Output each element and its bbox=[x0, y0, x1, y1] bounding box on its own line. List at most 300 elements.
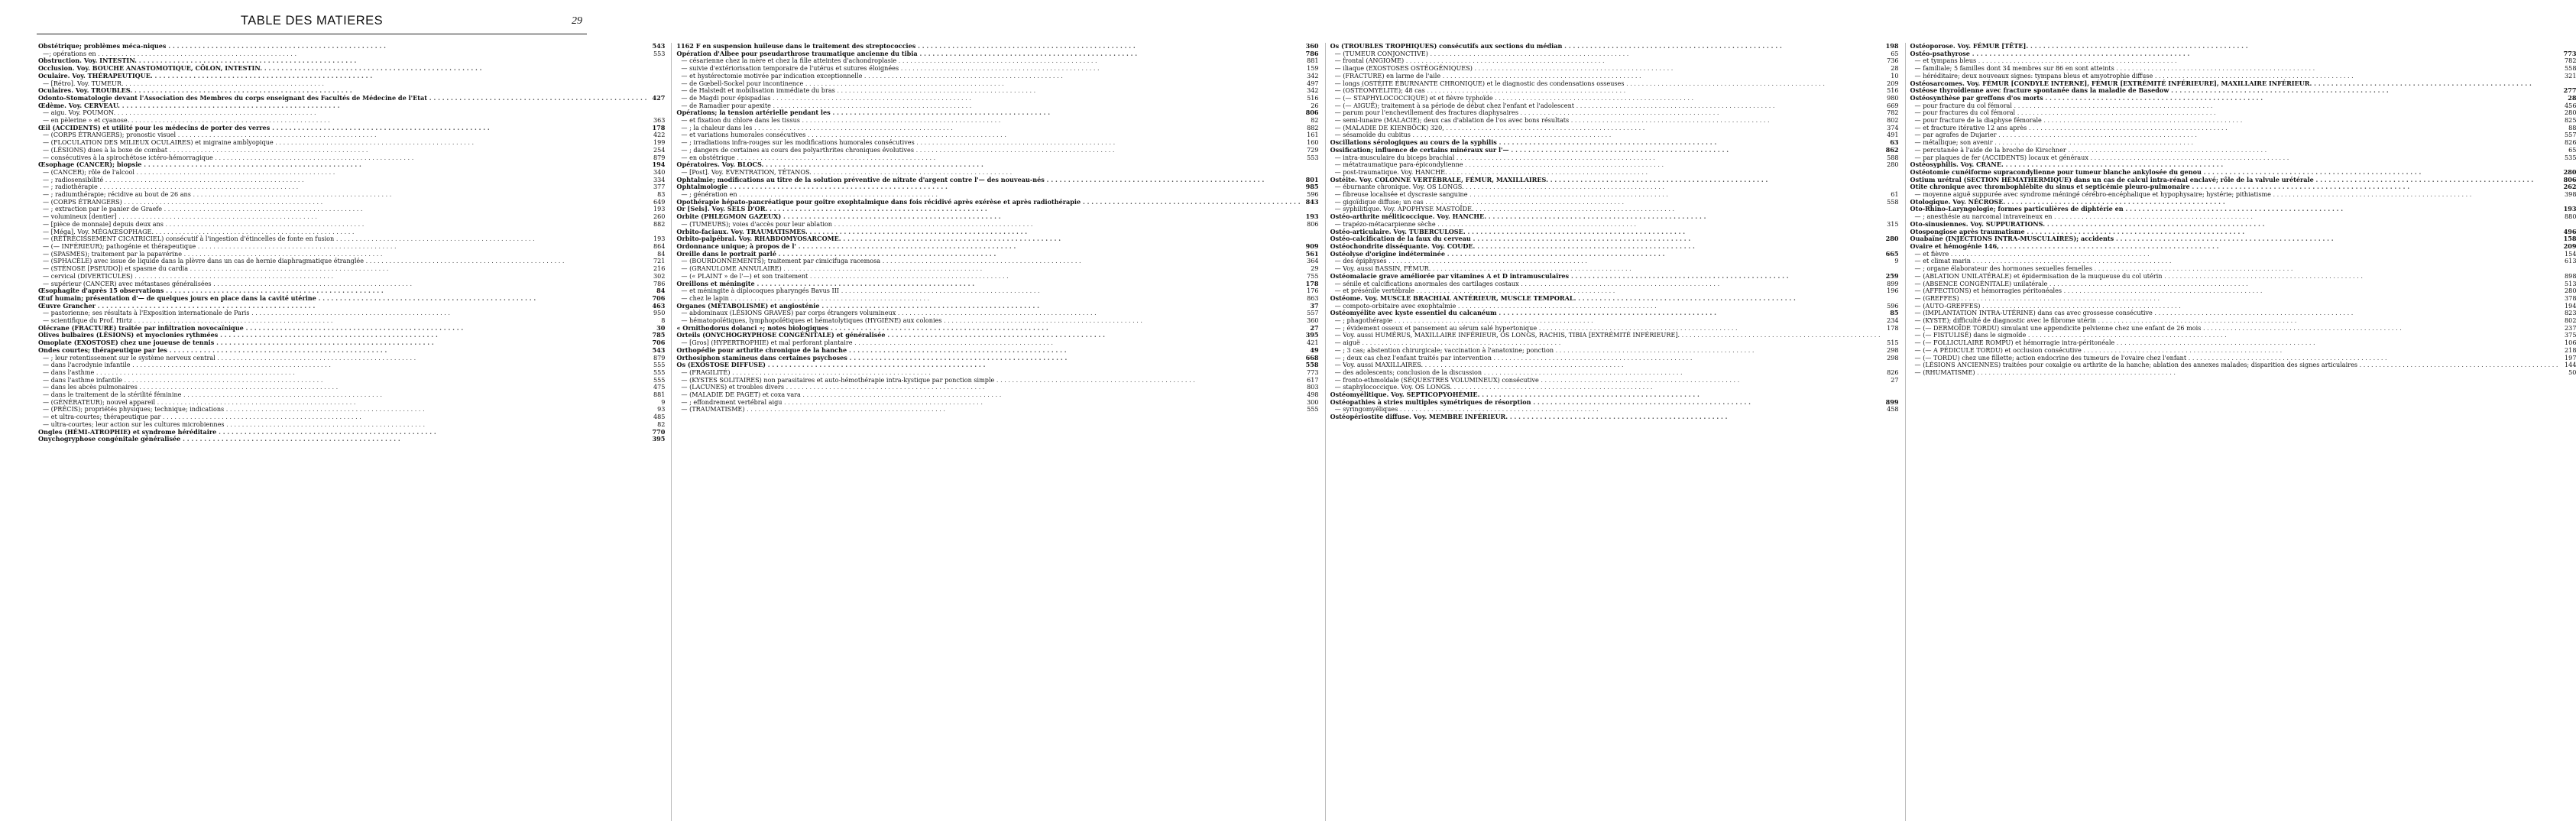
entry-text: Ostéoporose. Voy. FÉMUR [TÊTE]. . . . bbox=[1910, 43, 2558, 50]
entry-text: Occlusion. Voy. BOUCHE ANASTOMOTIQUE, CÔLON, INTESTIN. . . . bbox=[38, 65, 646, 73]
entry-text: — chez le lapin . . . bbox=[676, 295, 1300, 303]
entry-text: — (GREFFES) . . . bbox=[1910, 295, 2558, 303]
entry-page-number: 178 bbox=[652, 123, 666, 131]
entry-page-number: 160 bbox=[1307, 138, 1319, 147]
entry-text: — (ABSENCE CONGÉNITALE) unilatérale . . . bbox=[1910, 281, 2558, 288]
entry-text: — intra-musculaire du biceps brachial . . . bbox=[1330, 154, 1881, 162]
index-column-1 bbox=[38, 43, 665, 821]
entry-page-number: 178 bbox=[1887, 323, 1899, 332]
entry-page-number: 209 bbox=[1887, 79, 1899, 87]
entry-page-number: 83 bbox=[657, 190, 666, 199]
entry-text: — Voy. aussi BASSIN, FÉMUR. . . . bbox=[1330, 265, 1881, 273]
entry-text: Or [Sels]. Voy. SELS D'OR. . . . bbox=[676, 206, 1300, 213]
entry-text: Ossification; influence de certains minéraux sur l'— . . . bbox=[1330, 147, 1881, 154]
entry-text: — (PRÉCIS); propriétés physiques; technique; indications . . . bbox=[38, 406, 646, 414]
entry-page-number: 786 bbox=[653, 279, 666, 287]
entry-page-number: 617 bbox=[1307, 375, 1319, 384]
entry-page-number: 553 bbox=[653, 49, 666, 57]
entry-text: — ; radiumthérapie; récidive au bout de 26 ans . . . bbox=[38, 191, 646, 199]
entry-text: — et variations humorales consécutives . . . bbox=[676, 131, 1300, 139]
entry-page-number: 37 bbox=[1310, 301, 1319, 310]
entry-text: Opothérapie hépato-pancréatique pour goitre exophtalmique dans fois récidivé après exérèse et après radiothérapie . . . bbox=[676, 199, 1300, 206]
entry-page-number: 843 bbox=[1305, 197, 1319, 206]
entry-text: — métatraumatique para-épicondylienne . . . bbox=[1330, 161, 1881, 169]
entry-text: — métallique; son avenir . . . bbox=[1910, 139, 2558, 147]
entry-page-number: 63 bbox=[1890, 138, 1899, 147]
entry-text: — pour fracture de la diaphyse fémorale . . . bbox=[1910, 117, 2558, 125]
entry-text: — pastorienne; ses résultats à l'Exposition internationale de Paris . . . bbox=[38, 310, 646, 317]
entry-page-number: 555 bbox=[653, 368, 666, 376]
entry-text: Ostium urétral (SECTION HÉMATHERMIQUE) dans un cas de calcul intra-rénal enclavé; rôle de la valvule urétérale . . . bbox=[1910, 177, 2558, 184]
entry-page-number: 773 bbox=[1307, 368, 1319, 376]
entry-page-number: 277 bbox=[2563, 86, 2576, 95]
entry-text: — (STÉNOSE [PSEUDO]) et spasme du cardia . . . bbox=[38, 265, 646, 273]
entry-text: — dans l'asthme . . . bbox=[38, 369, 646, 377]
entry-page-number: 178 bbox=[1305, 279, 1319, 287]
entry-text: — dans l'acrodynie infantile . . . bbox=[38, 362, 646, 369]
entry-text: — (FRACTURE) en larme de l'aile . . . bbox=[1330, 73, 1881, 80]
entry-page-number: 321 bbox=[2565, 71, 2576, 79]
entry-page-number: 27 bbox=[1891, 375, 1899, 384]
entry-text: — des adolescents; conclusion de la discussion . . . bbox=[1330, 369, 1881, 377]
entry-text: — Voy. aussi MAXILLAIRES. . . . bbox=[1330, 362, 1881, 369]
entry-text: — (KYSTE); difficulté de diagnostic avec le fibrome utérin . . . bbox=[1910, 317, 2558, 325]
entry-page-number: 194 bbox=[2565, 301, 2576, 310]
entry-text: — ultra-courtes; leur action sur les cultures microbiennes . . . bbox=[38, 421, 646, 429]
entry-text: Œuf humain; présentation d'— de quelques jours en place dans la cavité utérine . . . bbox=[38, 295, 646, 303]
entry-page-number: 706 bbox=[652, 294, 666, 302]
entry-text: — volumineux [dentier] . . . bbox=[38, 213, 646, 221]
entry-text: Odonto-Stomatologie devant l'Association des Membres du corps enseignant des Facultés de Médecine de l'Etat . . . bbox=[38, 95, 646, 102]
entry-text: — de Magdi pour épispadias . . . bbox=[676, 95, 1300, 102]
entry-text: Omoplate (EXOSTOSE) chez une joueuse de tennis . . . bbox=[38, 339, 646, 347]
entry-text: Otite chronique avec thrombophlébite du sinus et septicémie pleuro-pulmonaire . . . bbox=[1910, 183, 2558, 191]
entry-text: — par agrafes de Dujarier . . . bbox=[1910, 131, 2558, 139]
entry-text: — consécutives à la spirochétose ictéro-hémorragique . . . bbox=[38, 154, 646, 162]
entry-page-number: 588 bbox=[1887, 153, 1899, 161]
entry-page-number: 9 bbox=[1894, 257, 1899, 265]
entry-page-number: 193 bbox=[1305, 212, 1319, 221]
entry-page-number: 825 bbox=[2565, 116, 2576, 125]
entry-text: Ordonnance unique; à propos de l' . . . bbox=[676, 243, 1300, 251]
entry-text: — ; évidement osseux et pansement au sérum salé hypertonique . . . bbox=[1330, 325, 1881, 332]
entry-text: — (TUMEURS); voies d'accès pour leur ablation . . . bbox=[676, 221, 1300, 229]
entry-page-number: 561 bbox=[1305, 249, 1319, 258]
entry-text: Opération d'Albee pour pseudarthrose traumatique ancienne du tibia . . . bbox=[676, 50, 1300, 58]
entry-text: — (OSTÉOMYÉLITE); 48 cas . . . bbox=[1330, 87, 1881, 95]
entry-text: Olives bulbaires (LÉSIONS) et myoclonies rythmées . . . bbox=[38, 332, 646, 339]
entry-text: — dans l'asthme infantile . . . bbox=[38, 377, 646, 384]
entry-text: Ostéopériostite diffuse. Voy. MEMBRE INFÉRIEUR. . . . bbox=[1330, 414, 1881, 421]
entry-page-number: 82 bbox=[1311, 116, 1319, 125]
entry-text: — et ultra-courtes; thérapeutique par . . . bbox=[38, 414, 646, 421]
entry-text: — (LÉSIONS ANCIENNES) traitées pour coxalgie ou arthrite de la hanche; ablation des annexes malades; disparition des signes articulaires . . . bbox=[1910, 362, 2558, 369]
entry-page-number: 782 bbox=[2565, 57, 2576, 65]
entry-text: — (RÉTRÉCISSEMENT CICATRICIEL) consécutif à l'ingestion d'étincelles de fonte en fusion . . . bbox=[38, 235, 646, 243]
entry-page-number: 61 bbox=[1891, 190, 1899, 199]
entry-page-number: 806 bbox=[2563, 175, 2576, 183]
entry-page-number: 262 bbox=[2563, 183, 2576, 191]
entry-page-number: 374 bbox=[1887, 123, 1899, 131]
entry-text: Ophtalmie; modifications au titre de la solution préventive de nitrate d'argent contre l'— des nouveau-nés . . . bbox=[676, 177, 1300, 184]
entry-page-number: 84 bbox=[657, 249, 666, 258]
entry-text: — et climat marin . . . bbox=[1910, 258, 2558, 265]
entry-page-number: 802 bbox=[1887, 116, 1899, 125]
entry-text: — sénile et calcifications anormales des cartilages costaux . . . bbox=[1330, 281, 1881, 288]
entry-text: — éburnante chronique. Voy. OS LONGS. . . . bbox=[1330, 183, 1881, 191]
entry-page-number: 65 bbox=[2568, 145, 2576, 154]
entry-text: — Voy. aussi HUMÉRUS, MAXILLAIRE INFÉRIEUR, OS LONGS, RACHIS, TIBIA [EXTRÉMITÉ INFÉRIEURE]. . . . bbox=[1330, 332, 1881, 339]
entry-page-number: 65 bbox=[1891, 49, 1899, 57]
entry-text: — (CORPS ÉTRANGERS); pronostic visuel . . . bbox=[38, 131, 646, 139]
entry-page-number: 342 bbox=[1307, 71, 1319, 79]
entry-text: Œil (ACCIDENTS) et utilité pour les médecins de porter des verres . . . bbox=[38, 125, 646, 132]
entry-page-number: 26 bbox=[1311, 101, 1319, 109]
entry-page-number: 773 bbox=[2563, 49, 2576, 57]
entry-page-number: 298 bbox=[1887, 353, 1899, 362]
entry-text: — (RHUMATISME) . . . bbox=[1910, 369, 2558, 377]
entry-page-number: 216 bbox=[653, 264, 666, 273]
entry-page-number: 280 bbox=[1887, 161, 1899, 169]
entry-text: — aiguë . . . bbox=[1330, 339, 1881, 347]
entry-text: — pour fractures du col fémoral . . . bbox=[1910, 109, 2558, 117]
entry-page-number: 555 bbox=[1307, 405, 1319, 414]
entry-text: — (GRANULOME ANNULAIRE) . . . bbox=[676, 265, 1300, 273]
entry-text: Otospongiose après traumatisme . . . bbox=[1910, 229, 2558, 236]
entry-text: Oto-sinusiennes. Voy. SUPPURATIONS. . . . bbox=[1910, 221, 2558, 229]
entry-page-number: 340 bbox=[653, 167, 666, 176]
entry-page-number: 342 bbox=[1307, 86, 1319, 95]
entry-page-number: 194 bbox=[652, 161, 666, 169]
entry-text: — cervical (DIVERTICULES) . . . bbox=[38, 273, 646, 281]
entry-page-number: 649 bbox=[653, 197, 666, 206]
entry-text: — hématopoïétiques, lymphopoïétiques et hématolytiques (HYGIÈNE) aux colonies . . . bbox=[676, 317, 1300, 325]
entry-text: — [Rétro]. Voy. TUMEUR. . . . bbox=[38, 80, 646, 88]
entry-page-number: 9 bbox=[661, 397, 666, 406]
entry-text: — ; deux cas chez l'enfant traités par intervention . . . bbox=[1330, 355, 1881, 362]
entry-page-number: 736 bbox=[1887, 57, 1899, 65]
entry-page-number: 176 bbox=[1307, 287, 1319, 295]
entry-text: — des épiphyses . . . bbox=[1330, 258, 1881, 265]
entry-page-number: 755 bbox=[1307, 271, 1319, 280]
entry-text: Œsophagite d'après 15 observations . . . bbox=[38, 287, 646, 295]
entry-page-number: 899 bbox=[1885, 397, 1899, 406]
entry-page-number: 280 bbox=[1885, 235, 1899, 243]
entry-page-number: 881 bbox=[653, 391, 666, 399]
entry-page-number: 497 bbox=[1307, 79, 1319, 87]
entry-text: Orbite (PHLEGMON GAZEUX) . . . bbox=[676, 213, 1300, 221]
entry-text: Oreillons et méningite . . . bbox=[676, 281, 1300, 288]
entry-text: — fronto-ethmoïdale (SÉQUESTRES VOLUMINEUX) consécutive . . . bbox=[1330, 377, 1881, 384]
entry-text: — ; irradiations infra-rouges sur les modifications humorales consécutives . . . bbox=[676, 139, 1300, 147]
entry-page-number: 209 bbox=[2563, 242, 2576, 250]
entry-text: Opératoires. Voy. BLOCS. . . . bbox=[676, 161, 1300, 169]
entry-text: — (AFFECTIONS) et hémorragies péritonéales . . . bbox=[1910, 287, 2558, 295]
entry-page-number: 300 bbox=[1307, 397, 1319, 406]
entry-text: Orteils (ONYCHOGRYPHOSE CONGÉNITALE) et généralisée . . . bbox=[676, 332, 1300, 339]
entry-page-number: 88 bbox=[2568, 123, 2576, 131]
entry-text: Ostéo-calcification de la faux du cerveau . . . bbox=[1330, 235, 1881, 243]
entry-text: Œuvre Grancher . . . bbox=[38, 303, 646, 310]
entry-text: — (— AIGUË); traitement à sa période de début chez l'enfant et l'adolescent . . . bbox=[1330, 102, 1881, 110]
entry-text: — (KYSTES SOLITAIRES) non parasitaires et auto-hémothérapie intra-kystique par ponction simple . . . bbox=[676, 377, 1300, 384]
entry-text: Otologique. Voy. NÉCROSE. . . . bbox=[1910, 199, 2558, 206]
entry-page-number: 543 bbox=[652, 42, 666, 50]
entry-page-number: 558 bbox=[1887, 197, 1899, 206]
entry-text: Ostéite. Voy. COLONNE VERTÉBRALE, FÉMUR, MAXILLAIRES. . . . bbox=[1330, 177, 1881, 184]
entry-page-number: 360 bbox=[1307, 316, 1319, 325]
entry-page-number: 30 bbox=[656, 323, 666, 332]
entry-text: Opérations; la tension artérielle pendant les . . . bbox=[676, 109, 1300, 117]
entry-text: — de Ramadier pour apexite . . . bbox=[676, 102, 1300, 110]
entry-page-number: 395 bbox=[1305, 331, 1319, 339]
entry-text: — en pèlerine » et cyanose. . . . bbox=[38, 117, 646, 125]
entry-text: — en obstétrique . . . bbox=[676, 154, 1300, 162]
entry-text: — suivie d'extériorisation temporaire de l'utérus et sutures éloignées . . . bbox=[676, 65, 1300, 73]
entry-text: — et fracture itérative 12 ans après . . . bbox=[1910, 125, 2558, 132]
entry-page-number: 555 bbox=[653, 375, 666, 384]
entry-text: Orthosiphon stamineus dans certaines psychoses . . . bbox=[676, 355, 1300, 362]
entry-page-number: 864 bbox=[653, 242, 666, 250]
page-title: TABLE DES MATIERES bbox=[240, 14, 384, 28]
entry-text: — semi-lunaire (MALACIE); deux cas d'ablation de l'os avec bons résultats . . . bbox=[1330, 117, 1881, 125]
entry-text: Oculaire. Voy. THÉRAPEUTIQUE. . . . bbox=[38, 73, 646, 80]
entry-text: — [pièce de monnaie] depuis deux ans . . . bbox=[38, 221, 646, 229]
entry-page-number: 782 bbox=[1887, 109, 1899, 117]
entry-text: Ouabaïne (INJECTIONS INTRA-MUSCULAIRES); accidents . . . bbox=[1910, 235, 2558, 243]
entry-page-number: 669 bbox=[1887, 101, 1899, 109]
entry-page-number: 280 bbox=[2565, 287, 2576, 295]
entry-page-number: 49 bbox=[1310, 345, 1319, 354]
entry-text: — (ABLATION UNILATÉRALE) et épidermisation de la muqueuse du col utérin . . . bbox=[1910, 273, 2558, 281]
entry-text: — (TUMEUR CONJONCTIVE) . . . bbox=[1330, 50, 1881, 58]
entry-page-number: 557 bbox=[1307, 309, 1319, 317]
entry-text: — post-traumatique. Voy. HANCHE. . . . bbox=[1330, 169, 1881, 177]
entry-page-number: 706 bbox=[652, 339, 666, 347]
entry-page-number: 557 bbox=[2565, 131, 2576, 139]
entry-page-number: 198 bbox=[1885, 42, 1899, 50]
entry-page-number: 950 bbox=[653, 309, 666, 317]
entry-page-number: 909 bbox=[1305, 242, 1319, 250]
entry-page-number: 613 bbox=[2565, 257, 2576, 265]
entry-text: Oto-Rhino-Laryngologie; formes particulières de diphtérie en . . . bbox=[1910, 206, 2558, 213]
entry-text: — et présénile vertébrale . . . bbox=[1330, 287, 1881, 295]
entry-text: — et fièvre . . . bbox=[1910, 251, 2558, 258]
entry-page-number: 10 bbox=[1891, 71, 1899, 79]
entry-page-number: 879 bbox=[653, 153, 666, 161]
entry-text: — ; la chaleur dans les . . . bbox=[676, 125, 1300, 132]
entry-page-number: 315 bbox=[1887, 219, 1899, 228]
entry-text: — ; radiothérapie . . . bbox=[38, 183, 646, 191]
entry-page-number: 84 bbox=[656, 287, 666, 295]
entry-text: — trapézo-métacarpienne sèche . . . bbox=[1330, 221, 1881, 229]
entry-page-number: 28 bbox=[2568, 93, 2576, 102]
entry-text: Os (EXOSTOSE DIFFUSE) . . . bbox=[676, 362, 1300, 369]
entry-text: Oscillations sérologiques au cours de la syphilis . . . bbox=[1330, 139, 1881, 147]
entry-page-number: 826 bbox=[1887, 368, 1899, 376]
entry-text: — césarienne chez la mère et chez la fille atteintes d'achondroplasie . . . bbox=[676, 57, 1300, 65]
entry-text: — (SPASMES); traitement par la papavérine . . . bbox=[38, 251, 646, 258]
entry-page-number: 29 bbox=[1311, 264, 1319, 273]
entry-page-number: 158 bbox=[2563, 235, 2576, 243]
entry-page-number: 543 bbox=[652, 345, 666, 354]
entry-page-number: 85 bbox=[1890, 309, 1899, 317]
entry-text: — ; phagothérapie . . . bbox=[1330, 317, 1881, 325]
entry-text: — (— FOLLICULAIRE ROMPU) et hémorragie intra-péritonéale . . . bbox=[1910, 339, 2558, 347]
entry-text: — (IMPLANTATION INTRA-UTÉRINE) dans cas avec grossesse consécutive . . . bbox=[1910, 310, 2558, 317]
entry-text: — (TRAUMATISME) . . . bbox=[676, 406, 1300, 414]
entry-page-number: 82 bbox=[657, 420, 666, 428]
entry-text: — percutanée à l'aide de la broche de Kirschner . . . bbox=[1910, 147, 2558, 154]
entry-text: Ostéolyse d'origine indéterminée . . . bbox=[1330, 251, 1881, 258]
entry-page-number: 234 bbox=[1887, 316, 1899, 325]
entry-page-number: 555 bbox=[653, 361, 666, 369]
index-entry bbox=[1910, 369, 2576, 377]
entry-text: Os (TROUBLES TROPHIQUES) consécutifs aux sections du médian . . . bbox=[1330, 43, 1881, 50]
entry-text: Onychogryphose congénitale généralisée . . . bbox=[38, 436, 646, 443]
entry-page-number: 280 bbox=[2563, 167, 2576, 176]
entry-text: Oculaires. Voy. TROUBLES. . . . bbox=[38, 87, 646, 95]
entry-page-number: 28 bbox=[1891, 64, 1899, 73]
entry-text: Ostéotomie cunéiforme supracondylienne pour tumeur blanche ankylosée du genou . . . bbox=[1910, 169, 2558, 177]
index-column-3 bbox=[1325, 43, 1899, 821]
entry-text: Obstétrique; problèmes méca-niques . . . bbox=[38, 43, 646, 50]
entry-text: — de Halstedt et mobilisation immédiate du bras . . . bbox=[676, 87, 1300, 95]
entry-page-number: 456 bbox=[2565, 101, 2576, 109]
index-entry bbox=[676, 406, 1318, 414]
entry-page-number: 879 bbox=[653, 353, 666, 362]
entry-text: — (« PLAINT » de l'—) et son traitement . . . bbox=[676, 273, 1300, 281]
entry-page-number: 218 bbox=[2565, 345, 2576, 354]
entry-text: Obstruction. Voy. INTESTIN. . . . bbox=[38, 57, 646, 65]
entry-page-number: 421 bbox=[1307, 339, 1319, 347]
entry-text: — ; génération en . . . bbox=[676, 191, 1300, 199]
entry-text: — ; radiosensibilité . . . bbox=[38, 177, 646, 184]
entry-page-number: 729 bbox=[1307, 145, 1319, 154]
entry-text: — ; 3 cas; abstention chirurgicale; vaccination à l'anatoxine; ponction . . . bbox=[1330, 347, 1881, 355]
entry-page-number: 375 bbox=[2565, 331, 2576, 339]
entry-page-number: 280 bbox=[2565, 109, 2576, 117]
entry-text: — et tympans bleus . . . bbox=[1910, 57, 2558, 65]
entry-page-number: 596 bbox=[1307, 190, 1319, 199]
entry-text: — dans le traitement de la stérilité féminine . . . bbox=[38, 391, 646, 399]
entry-text: Ostéosarcomes. Voy. FÉMUR [CONDYLE INTERNE], FÉMUR [EXTRÉMITÉ INFÉRIEURE], MAXILLAIRE INFÉRIEUR. . . . bbox=[1910, 80, 2558, 88]
page-header bbox=[37, 6, 587, 34]
entry-text: Ongles (HÉMI-ATROPHIE) et syndrome héréditaire . . . bbox=[38, 429, 646, 436]
entry-text: — dans les abcès pulmonaires . . . bbox=[38, 384, 646, 391]
entry-page-number: 422 bbox=[653, 131, 666, 139]
entry-text: — syringomyéliques . . . bbox=[1330, 406, 1881, 414]
entry-text: — parum pour l'enchevillement des fractures diaphysaires . . . bbox=[1330, 109, 1881, 117]
entry-page-number: 193 bbox=[653, 205, 666, 213]
entry-page-number: 298 bbox=[1887, 345, 1899, 354]
entry-text: — sésamoïde du cubitus . . . bbox=[1330, 131, 1881, 139]
index-columns bbox=[38, 42, 2576, 821]
entry-text: — (MALADIE DE PAGET) et coxa vara . . . bbox=[676, 391, 1300, 399]
entry-text: Ostéose thyroïdienne avec fracture spontanée dans la maladie de Basedow . . . bbox=[1910, 87, 2558, 95]
entry-text: Œdème. Voy. CERVEAU. . . . bbox=[38, 102, 646, 110]
index-column-4 bbox=[1905, 43, 2576, 821]
entry-text: — et méningite à diplocoques pharyngés Bavus III . . . bbox=[676, 287, 1300, 295]
entry-page-number: 334 bbox=[653, 175, 666, 183]
entry-text: — gigoïdique diffuse; un cas . . . bbox=[1330, 199, 1881, 206]
entry-text: — supérieur (CANCER) avec métastases généralisées . . . bbox=[38, 281, 646, 288]
entry-text: —; opérations en . . . bbox=[38, 50, 646, 58]
entry-page-number: 27 bbox=[1310, 323, 1319, 332]
entry-page-number: 882 bbox=[1307, 123, 1319, 131]
entry-text: Orbito-palpébral. Voy. RHABDOMYOSARCOME. . . . bbox=[676, 235, 1300, 243]
entry-text: Ondes courtes; thérapeutique par les . . . bbox=[38, 347, 646, 355]
entry-page-number: 515 bbox=[1887, 339, 1899, 347]
entry-text: Ophtalmologie . . . bbox=[676, 183, 1300, 191]
entry-text: — [Méga]. Voy. MÉGAŒSOPHAGE. . . . bbox=[38, 229, 646, 236]
entry-text: Organes (MÉTABOLISME) et angiosténie . . . bbox=[676, 303, 1300, 310]
entry-text: — (— FISTULISÉ) dans le sigmoïde . . . bbox=[1910, 332, 2558, 339]
entry-page-number: 496 bbox=[2563, 227, 2576, 235]
entry-text: — (BOURDONNEMENTS); traitement par cimicifuga racemosa . . . bbox=[676, 258, 1300, 265]
entry-text: — (LÉSIONS) dues à la boxe de combat . . . bbox=[38, 147, 646, 154]
entry-page-number: 154 bbox=[2565, 249, 2576, 258]
entry-text: — ; extraction par le panier de Graefe . . . bbox=[38, 206, 646, 213]
entry-page-number: 427 bbox=[652, 93, 666, 102]
entry-text: — pour fracture du col fémoral . . . bbox=[1910, 102, 2558, 110]
entry-page-number: 899 bbox=[1887, 279, 1899, 287]
index-entry bbox=[1330, 414, 1899, 421]
entry-text: — compoto-orbitaire avec exophtalmie . . . bbox=[1330, 303, 1881, 310]
entry-page-number: 880 bbox=[2565, 212, 2576, 221]
entry-text: — iliaque (EXOSTOSES OSTÉOGÉNIQUES) . . . bbox=[1330, 65, 1881, 73]
page-number: 29 bbox=[572, 15, 582, 27]
entry-page-number: 161 bbox=[1307, 131, 1319, 139]
entry-page-number: 516 bbox=[1307, 93, 1319, 102]
entry-text: — frontal (ANGIOME) . . . bbox=[1330, 57, 1881, 65]
entry-page-number: 862 bbox=[1885, 145, 1899, 154]
entry-page-number: 985 bbox=[1305, 183, 1319, 191]
entry-page-number: 806 bbox=[1307, 219, 1319, 228]
entry-page-number: 360 bbox=[1305, 42, 1319, 50]
entry-page-number: 144 bbox=[2565, 361, 2576, 369]
entry-page-number: 668 bbox=[1305, 353, 1319, 362]
entry-text: Ostéo-articulaire. Voy. TUBERCULOSE. . . . bbox=[1330, 229, 1881, 236]
entry-page-number: 398 bbox=[2565, 190, 2576, 199]
entry-text: Ovaire et hémogénie 146, . . . bbox=[1910, 243, 2558, 251]
entry-text: — ; anesthésie au narcomal intraveineux en . . . bbox=[1910, 213, 2558, 221]
entry-page-number: 785 bbox=[652, 331, 666, 339]
entry-page-number: 259 bbox=[1885, 271, 1899, 280]
entry-text: Ostéosynthèse par greffons d'os morts . . . bbox=[1910, 95, 2558, 102]
entry-page-number: 823 bbox=[2565, 309, 2576, 317]
entry-text: — familiale; 5 familles dont 34 membres sur 86 en sont atteints . . . bbox=[1910, 65, 2558, 73]
entry-text: — (— STAPHYLOCOCCIQUE) et et fièvre typhoïde . . . bbox=[1330, 95, 1881, 102]
entry-page-number: 106 bbox=[2565, 339, 2576, 347]
entry-text: — (— TORDU) chez une fillette; action endocrine des tumeurs de l'ovaire chez l'enfant . . . bbox=[1910, 355, 2558, 362]
entry-page-number: 463 bbox=[652, 301, 666, 310]
entry-text: — par plaques de fer (ACCIDENTS) locaux et généraux . . . bbox=[1910, 154, 2558, 162]
entry-text: Ostéopathies à stries multiples symétriques de résorption . . . bbox=[1330, 399, 1881, 407]
entry-text: — ; leur retentissement sur le système nerveux central . . . bbox=[38, 355, 646, 362]
entry-page-number: 491 bbox=[1887, 131, 1899, 139]
entry-page-number: 596 bbox=[1887, 301, 1899, 310]
entry-text: Ostéomyélite avec kyste essentiel du calcanéum . . . bbox=[1330, 310, 1881, 317]
entry-page-number: 485 bbox=[653, 413, 666, 421]
entry-page-number: 498 bbox=[1307, 391, 1319, 399]
entry-page-number: 302 bbox=[653, 271, 666, 280]
entry-page-number: 803 bbox=[1307, 383, 1319, 391]
entry-page-number: 516 bbox=[1887, 86, 1899, 95]
entry-text: Olécrane (FRACTURE) traitée par infiltration novocaïnique . . . bbox=[38, 325, 646, 332]
entry-text: — ; dangers de certaines au cours des polyarthrites chroniques évolutives . . . bbox=[676, 147, 1300, 154]
entry-text: — (LACUNES) et troubles divers . . . bbox=[676, 384, 1300, 391]
